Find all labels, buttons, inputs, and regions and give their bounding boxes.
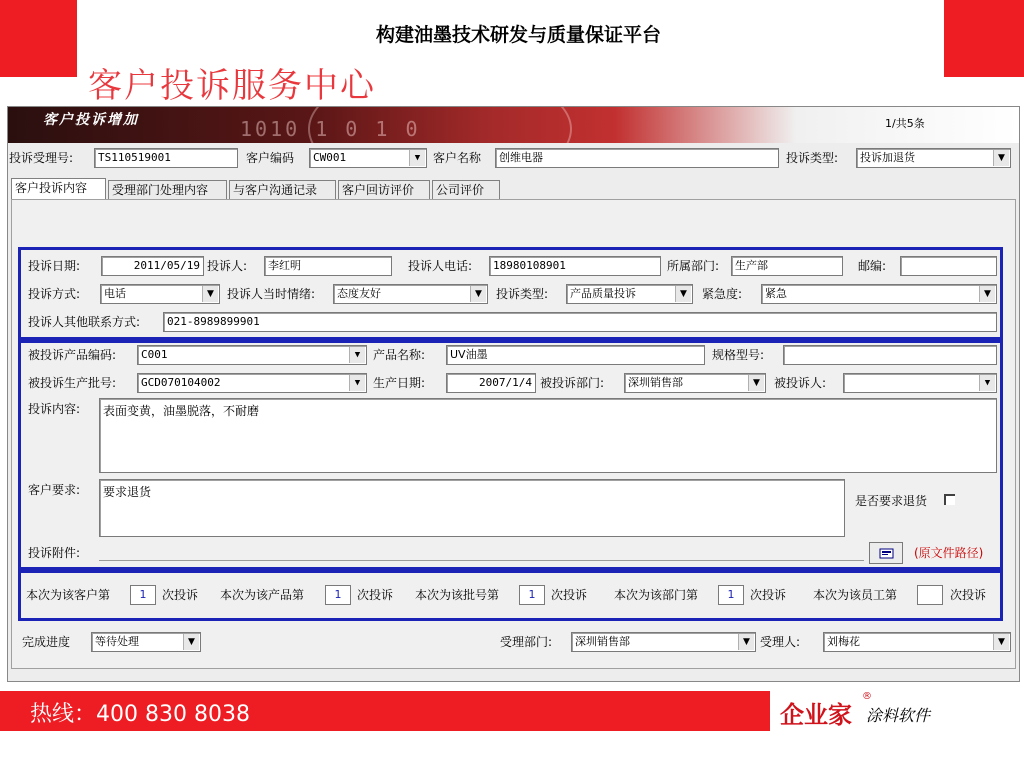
return-label: 是否要求退货 <box>855 494 928 508</box>
target-dept-label: 被投诉部门: <box>540 376 605 390</box>
count-product-post: 次投诉 <box>357 588 394 602</box>
section-title: 客户投诉服务中心 <box>88 66 376 106</box>
chevron-down-icon[interactable]: ▼ <box>202 286 218 302</box>
request-textarea[interactable]: 要求退货 <box>99 479 845 537</box>
attachment-label: 投诉附件: <box>28 546 81 560</box>
count-employee-pre: 本次为该员工第 <box>813 588 898 602</box>
batch-value: GCD070104002 <box>141 376 221 389</box>
tab-complaint-content[interactable]: 客户投诉内容 <box>11 178 106 200</box>
chevron-down-icon[interactable]: ▼ <box>349 347 365 363</box>
count-dept-pre: 本次为该部门第 <box>614 588 699 602</box>
accept-dept-label: 受理部门: <box>500 635 553 649</box>
tab-communication[interactable]: 与客户沟通记录 <box>229 180 336 199</box>
window-title: 客户投诉增加 <box>43 112 139 128</box>
acceptor-select[interactable] <box>823 632 1011 652</box>
method-select[interactable] <box>100 284 220 304</box>
chevron-down-icon[interactable]: ▼ <box>979 286 995 302</box>
mood-value: 态度友好 <box>337 287 381 300</box>
customer-code-value: CW001 <box>313 151 347 164</box>
brand-sub-text: 涂料软件 <box>866 706 931 725</box>
date-label: 投诉日期: <box>28 259 81 273</box>
customer-code-label: 客户编码 <box>246 151 295 165</box>
record-counter: 1/共5条 <box>885 117 925 130</box>
count-batch-pre: 本次为该批号第 <box>415 588 500 602</box>
type-value: 产品质量投诉 <box>570 287 636 300</box>
count-customer-post: 次投诉 <box>162 588 199 602</box>
other-contact-label: 投诉人其他联系方式: <box>28 315 141 329</box>
batch-label: 被投诉生产批号: <box>28 376 117 390</box>
phone-label: 投诉人电话: <box>408 259 473 273</box>
chevron-down-icon[interactable]: ▼ <box>183 634 199 650</box>
complaint-category-select[interactable] <box>856 148 1011 168</box>
product-code-label: 被投诉产品编码: <box>28 348 117 362</box>
chevron-down-icon[interactable]: ▼ <box>675 286 691 302</box>
count-batch-field[interactable]: 1 <box>519 585 545 605</box>
product-code-value: C001 <box>141 348 168 361</box>
complaint-no-label: 投诉受理号: <box>9 151 74 165</box>
window-title-bar <box>8 107 1019 143</box>
acceptor-label: 受理人: <box>760 635 801 649</box>
tab-company-review[interactable]: 公司评价 <box>432 180 500 199</box>
method-label: 投诉方式: <box>28 287 81 301</box>
spec-field[interactable] <box>783 345 997 365</box>
batch-select[interactable] <box>137 373 367 393</box>
count-employee-post: 次投诉 <box>950 588 987 602</box>
chevron-down-icon[interactable]: ▼ <box>993 150 1009 166</box>
chevron-down-icon[interactable]: ▼ <box>470 286 486 302</box>
urgency-value: 紧急 <box>765 287 787 300</box>
progress-select[interactable] <box>91 632 201 652</box>
accept-dept-select[interactable] <box>571 632 756 652</box>
count-product-pre: 本次为该产品第 <box>220 588 305 602</box>
count-customer-pre: 本次为该客户第 <box>26 588 111 602</box>
tab-dept-handling[interactable]: 受理部门处理内容 <box>108 180 227 199</box>
date-field[interactable]: 2011/05/19 <box>101 256 204 276</box>
dept-label: 所属部门: <box>667 259 720 273</box>
content-textarea[interactable]: 表面变黄，油墨脱落，不耐磨 <box>99 398 997 473</box>
spec-label: 规格型号: <box>712 348 765 362</box>
count-dept-field[interactable]: 1 <box>718 585 744 605</box>
zip-label: 邮编: <box>858 259 887 273</box>
folder-open-icon[interactable] <box>869 542 903 564</box>
platform-title: 构建油墨技术研发与质量保证平台 <box>376 24 662 46</box>
target-person-select[interactable] <box>843 373 997 393</box>
urgency-select[interactable] <box>761 284 997 304</box>
mood-select[interactable] <box>333 284 488 304</box>
prod-date-field[interactable]: 2007/1/4 <box>446 373 536 393</box>
acceptor-value: 刘梅花 <box>827 635 860 648</box>
mood-label: 投诉人当时情绪: <box>227 287 316 301</box>
chevron-down-icon[interactable]: ▼ <box>979 375 995 391</box>
chevron-down-icon[interactable]: ▼ <box>738 634 754 650</box>
product-name-label: 产品名称: <box>373 348 426 362</box>
customer-code-select[interactable] <box>309 148 427 168</box>
person-field[interactable]: 李红明 <box>264 256 392 276</box>
progress-value: 等待处理 <box>95 635 139 648</box>
count-employee-field[interactable] <box>917 585 943 605</box>
content-label: 投诉内容: <box>28 402 81 416</box>
zip-field[interactable] <box>900 256 997 276</box>
prod-date-label: 生产日期: <box>373 376 426 390</box>
target-dept-value: 深圳销售部 <box>628 376 683 389</box>
target-dept-select[interactable] <box>624 373 766 393</box>
other-contact-field[interactable]: 021-8989899901 <box>163 312 997 332</box>
chevron-down-icon[interactable]: ▼ <box>748 375 764 391</box>
product-name-field[interactable]: UV油墨 <box>446 345 705 365</box>
type-select[interactable] <box>566 284 693 304</box>
count-customer-field[interactable]: 1 <box>130 585 156 605</box>
count-product-field[interactable]: 1 <box>325 585 351 605</box>
chevron-down-icon[interactable]: ▼ <box>349 375 365 391</box>
phone-field[interactable]: 18980108901 <box>489 256 661 276</box>
request-label: 客户要求: <box>28 483 81 497</box>
person-label: 投诉人: <box>207 259 248 273</box>
banner-digits: 1010 1 0 1 0 <box>240 117 421 141</box>
customer-name-label: 客户名称 <box>433 151 482 165</box>
complaint-no-field[interactable]: TS110519001 <box>94 148 238 168</box>
attachment-link[interactable]: (原文件路径) <box>914 546 984 560</box>
accept-dept-value: 深圳销售部 <box>575 635 630 648</box>
top-right-red-block <box>944 0 1024 77</box>
count-batch-post: 次投诉 <box>551 588 588 602</box>
chevron-down-icon[interactable]: ▼ <box>409 150 425 166</box>
method-value: 电话 <box>104 287 126 300</box>
attachment-field-line <box>99 560 864 561</box>
chevron-down-icon[interactable]: ▼ <box>993 634 1009 650</box>
progress-label: 完成进度 <box>22 635 71 649</box>
customer-name-field[interactable]: 创维电器 <box>495 148 779 168</box>
complaint-category-label: 投诉类型: <box>786 151 839 165</box>
tab-follow-up[interactable]: 客户回访评价 <box>338 180 430 199</box>
dept-field[interactable]: 生产部 <box>731 256 843 276</box>
target-person-label: 被投诉人: <box>774 376 827 390</box>
complaint-category-value: 投诉加退货 <box>860 151 915 164</box>
brand-mark: ® <box>862 691 872 702</box>
product-code-select[interactable] <box>137 345 367 365</box>
type-label: 投诉类型: <box>496 287 549 301</box>
count-dept-post: 次投诉 <box>750 588 787 602</box>
urgency-label: 紧急度: <box>702 287 743 301</box>
top-left-red-block <box>0 0 77 77</box>
brand-logo-text: 企业家 <box>780 701 852 729</box>
hotline-text: 热线：400 830 8038 <box>30 702 250 727</box>
brand-block <box>770 691 944 731</box>
return-checkbox[interactable] <box>944 494 955 505</box>
